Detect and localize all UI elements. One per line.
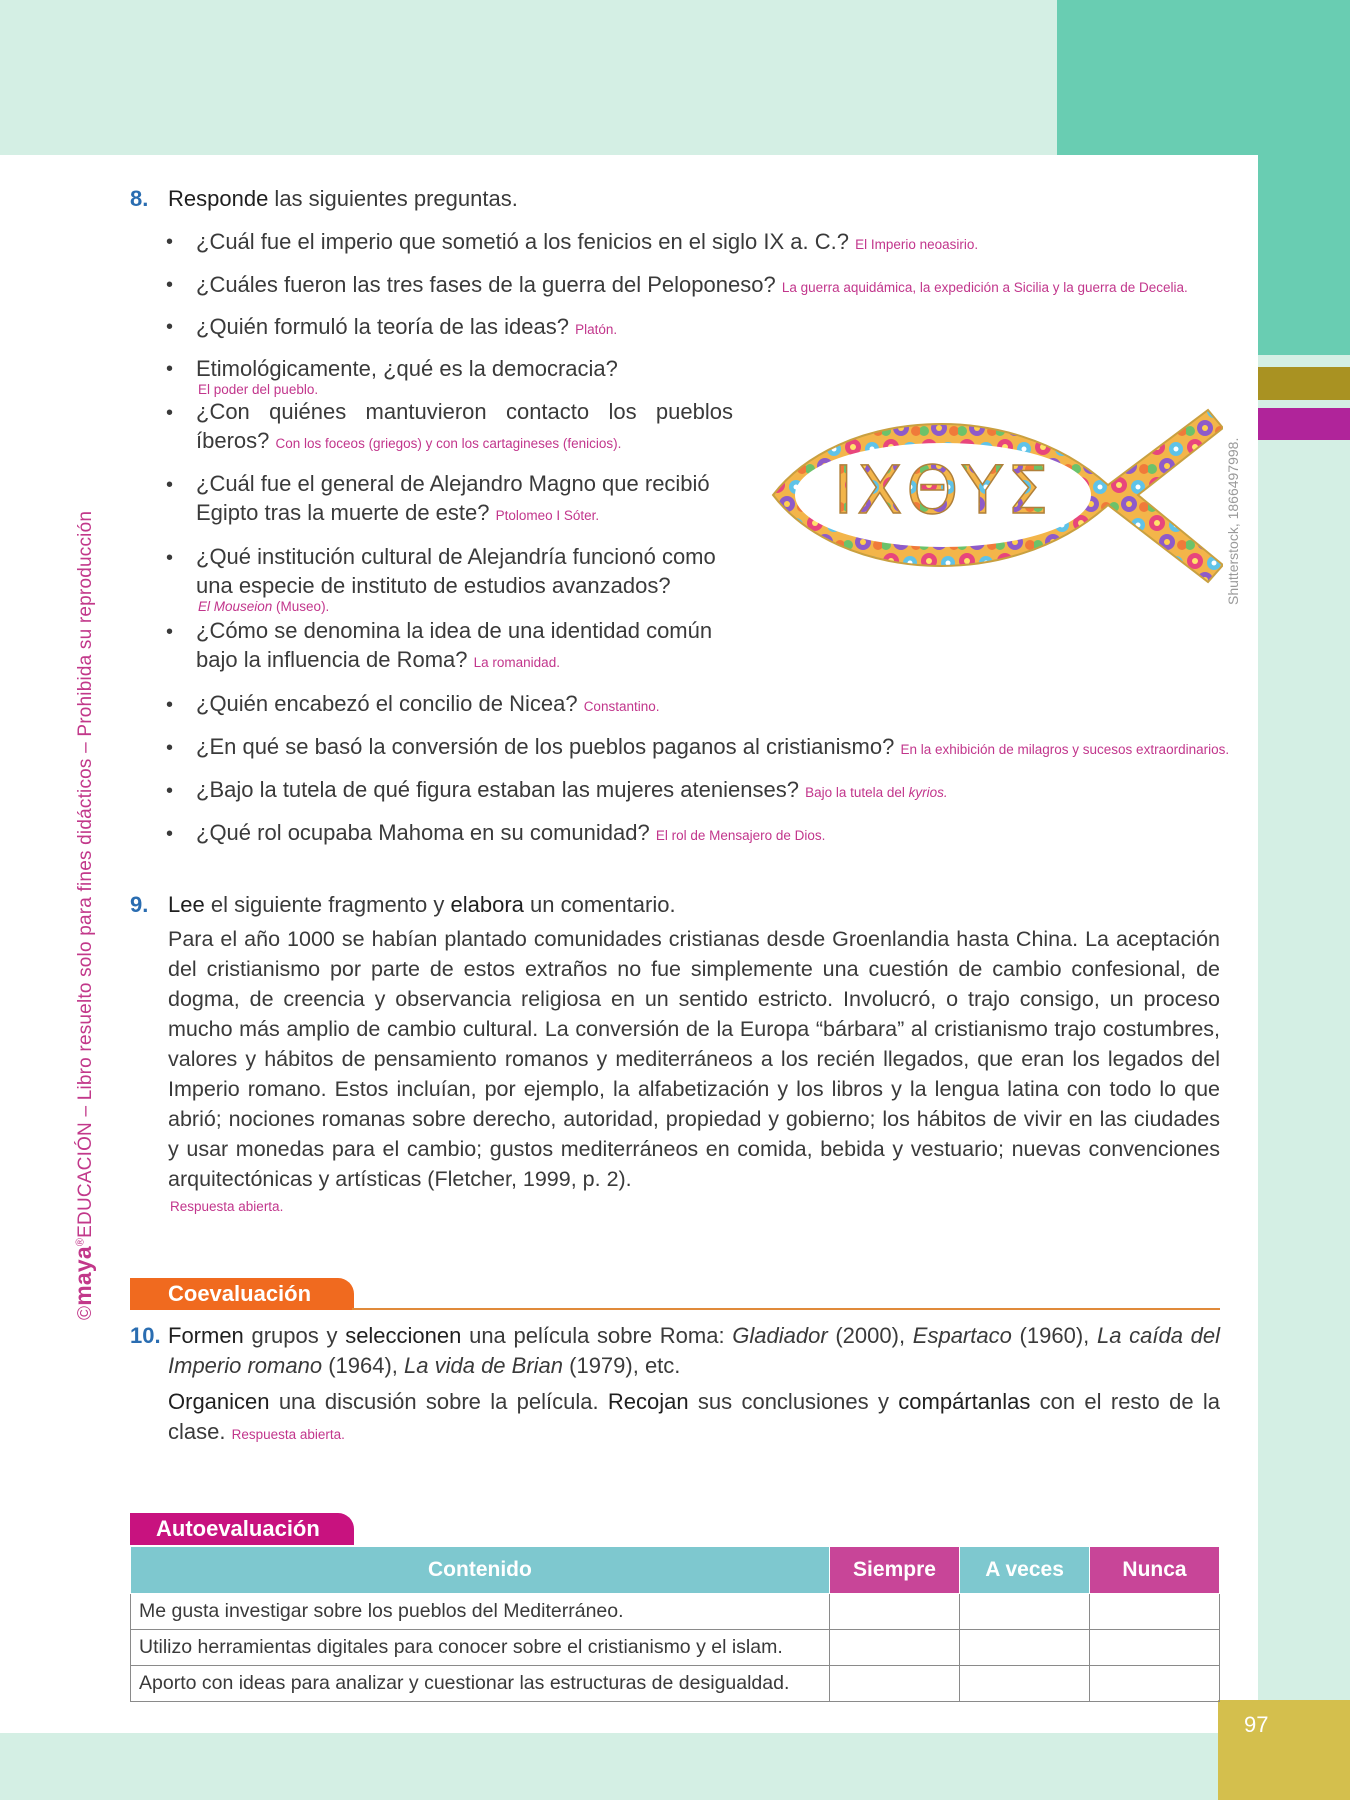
bottom-band (0, 1733, 1350, 1800)
q8-item-4 (196, 356, 618, 382)
q9-answer: Respuesta abierta. (170, 1199, 284, 1214)
ichthys-fish-illustration (768, 400, 1223, 590)
q8-item-10 (196, 734, 1229, 760)
cell-a-veces[interactable] (960, 1594, 1090, 1630)
header-a-veces: A veces (960, 1547, 1090, 1594)
copyright-symbol: © (75, 1305, 96, 1320)
side-legal-text: EDUCACIÓN – Libro resuelto solo para fines didácticos – Prohibida su reproducción (75, 510, 96, 1238)
q8-prompt (168, 186, 518, 212)
bullet: • (166, 231, 174, 253)
q10-text: (1964), (322, 1353, 405, 1378)
fish-caption: IXΘYΣ (833, 452, 1053, 529)
q10-verb-formen: Formen (168, 1323, 244, 1348)
q8-item-8-line-2 (196, 647, 560, 673)
q8-item-5-line-1: ¿Con quiénes mantuvieron contacto los pueblos (196, 399, 733, 424)
answer-text: La guerra aquidámica, la expedición a Sicilia y la guerra de Decelia. (781, 280, 1188, 295)
header-contenido: Contenido (131, 1547, 830, 1594)
q10-line-1 (168, 1323, 1220, 1349)
film-title: La caída del (1096, 1323, 1221, 1348)
q10-text: con el resto de la (1030, 1389, 1220, 1414)
page-number-box (1218, 1700, 1350, 1800)
q10-number: 10. (130, 1323, 161, 1348)
bullet: • (166, 823, 174, 845)
cell-siempre[interactable] (829, 1630, 959, 1666)
q10-text: clase. (168, 1419, 226, 1444)
question-text: ¿Quién formuló la teoría de las ideas? (196, 314, 569, 339)
cell-nunca[interactable] (1090, 1630, 1220, 1666)
answer-text: El Imperio neoasirio. (855, 237, 979, 252)
q8-prompt-rest: las siguientes preguntas. (268, 186, 518, 211)
brand-logo-text: maya (70, 1246, 96, 1306)
question-text: ¿Cuál fue el imperio que sometió a los fenicios en el siglo IX a. C.? (196, 229, 849, 254)
cell-a-veces[interactable] (960, 1630, 1090, 1666)
answer-italic: kyrios. (908, 785, 948, 800)
autoevaluacion-table (130, 1546, 1220, 1702)
film-title: Imperio romano (168, 1353, 323, 1378)
q10-verb-compartanlas: compártanlas (898, 1389, 1031, 1414)
q10-text: (1979), etc. (563, 1353, 681, 1378)
q10-line-4 (168, 1419, 345, 1445)
q9-verb-1: Lee (168, 892, 205, 917)
q10-text: una discusión sobre la película. (269, 1389, 608, 1414)
film-title: Gladiador (732, 1323, 828, 1348)
q9-number: 9. (130, 892, 149, 917)
q10-line-2 (168, 1353, 680, 1379)
q10-verb-organicen: Organicen (168, 1389, 270, 1414)
table-row (131, 1666, 1220, 1702)
olive-edge-tab (1258, 367, 1350, 400)
q9-prompt-rest: un comentario. (523, 892, 676, 917)
answer-text: Ptolomeo I Sóter. (495, 508, 600, 523)
answer-text: Platón. (575, 322, 618, 337)
cell-siempre[interactable] (829, 1666, 959, 1702)
cell-nunca[interactable] (1090, 1666, 1220, 1702)
question-text: bajo la influencia de Roma? (196, 647, 468, 672)
q8-number: 8. (130, 186, 149, 211)
bullet: • (166, 547, 174, 569)
q9-fragment-paragraph: Para el año 1000 se habían plantado comunidades cristianas desde Groenlandia hasta China. La aceptación del cristianismo por parte de estos extraños no fue simplemente una cuestión de cambio confesional, de dogma, de creencia y observancia religiosa en un sentido estricto. Involucró, o trajo consigo, un proceso mucho más amplio de cambio cultural. La conversión de la Europa “bárbara” al cristianismo trajo costumbres, valores y hábitos de pensamiento romanos y mediterráneos a los recién llegados, que eran los legados del Imperio romano. Estos incluían, por ejemplo, la alfabetización y los libros y la lengua latina con todo lo que abrió; nociones romanas sobre derecho, autoridad, propiedad y gobierno; los hábitos de vivir en las ciudades y usar monedas para el cambio; gustos mediterráneos en comida, bebida y vestuario; nuevas convenciones arquitectónicas y artísticas (Fletcher, 1999, p. 2). (168, 927, 1220, 1191)
question-text: ¿Cuáles fueron las tres fases de la guerra del Peloponeso? (196, 272, 776, 297)
cell-nunca[interactable] (1090, 1594, 1220, 1630)
cell-siempre[interactable] (829, 1594, 959, 1630)
magenta-edge-tab (1258, 408, 1350, 440)
answer-italic: El Mouseion (198, 599, 273, 614)
image-credit: Shutterstock, 1866497998. (1225, 437, 1241, 605)
bullet: • (166, 358, 174, 380)
coevaluacion-tab: Coevaluación (130, 1278, 354, 1310)
q8-item-3 (196, 314, 617, 340)
q8-item-7-line-2: una especie de instituto de estudios avanzados? (196, 573, 671, 598)
autoevaluacion-tab: Autoevaluación (130, 1513, 354, 1545)
bullet: • (166, 474, 174, 496)
q10-line-3 (168, 1389, 1220, 1415)
question-text: Egipto tras la muerte de este? (196, 500, 490, 525)
answer-text: (Museo). (272, 599, 330, 614)
q9-prompt (168, 892, 676, 918)
bullet: • (166, 316, 174, 338)
bullet: • (166, 694, 174, 716)
q8-item-12 (196, 820, 825, 846)
answer-text: Constantino. (583, 699, 660, 714)
q8-item-2 (196, 272, 1188, 298)
q8-item-1 (196, 229, 978, 255)
q8-item-11 (196, 777, 948, 803)
q8-item-5-line-2 (196, 428, 621, 454)
table-row (131, 1594, 1220, 1630)
answer-text: Con los foceos (griegos) y con los cartagineses (fenicios). (275, 436, 622, 451)
table-row (131, 1630, 1220, 1666)
q8-verb: Responde (168, 186, 269, 211)
question-text: íberos? (196, 428, 270, 453)
bullet: • (166, 402, 174, 424)
answer-text: En la exhibición de milagros y sucesos extraordinarios. (900, 742, 1230, 757)
side-copyright-text (70, 460, 102, 1320)
q10-text: (2000), (827, 1323, 913, 1348)
q8-item-8-line-1: ¿Cómo se denomina la idea de una identidad común (196, 618, 713, 643)
q10-verb-seleccionen: seleccionen (345, 1323, 462, 1348)
bullet: • (166, 737, 174, 759)
question-text: ¿En qué se basó la conversión de los pueblos paganos al cristianismo? (196, 734, 895, 759)
answer-text-main: Bajo la tutela del (805, 785, 909, 800)
bullet: • (166, 780, 174, 802)
q8-item-7-answer (198, 599, 329, 614)
answer-text: La romanidad. (473, 655, 560, 670)
header-nunca: Nunca (1090, 1547, 1220, 1594)
q8-item-6-line-2 (196, 500, 599, 526)
film-title: La vida de Brian (404, 1353, 564, 1378)
page-number: 97 (1244, 1712, 1269, 1737)
coevaluacion-rule (352, 1308, 1220, 1310)
question-text: Etimológicamente, ¿qué es la democracia? (196, 356, 618, 381)
q8-item-6-line-1: ¿Cuál fue el general de Alejandro Magno que recibió (196, 471, 710, 496)
question-text: ¿Quién encabezó el concilio de Nicea? (196, 691, 578, 716)
q10-verb-recojan: Recojan (607, 1389, 689, 1414)
q10-text: sus conclusiones y (688, 1389, 899, 1414)
row-content: Me gusta investigar sobre los pueblos del Mediterráneo. (131, 1594, 830, 1630)
q10-text: una película sobre Roma: (461, 1323, 733, 1348)
q10-text: (1960), (1011, 1323, 1097, 1348)
question-text: ¿Qué rol ocupaba Mahoma en su comunidad? (196, 820, 650, 845)
q8-item-7-line-1: ¿Qué institución cultural de Alejandría funcionó como (196, 544, 716, 569)
row-content: Utilizo herramientas digitales para conocer sobre el cristianismo y el islam. (131, 1630, 830, 1666)
film-title: Espartaco (912, 1323, 1012, 1348)
header-siempre: Siempre (829, 1547, 959, 1594)
question-text: ¿Bajo la tutela de qué figura estaban las mujeres atenienses? (196, 777, 799, 802)
q9-prompt-mid: el siguiente fragmento y (204, 892, 451, 917)
q10-answer: Respuesta abierta. (231, 1427, 345, 1442)
bullet: • (166, 274, 174, 296)
q10-text: grupos y (243, 1323, 346, 1348)
row-content: Aporto con ideas para analizar y cuestionar las estructuras de desigualdad. (131, 1666, 830, 1702)
registered-mark: ® (74, 1237, 87, 1247)
q8-item-9 (196, 691, 660, 717)
q9-verb-2: elabora (450, 892, 524, 917)
answer-text: El rol de Mensajero de Dios. (655, 828, 826, 843)
answer-text (805, 785, 948, 800)
cell-a-veces[interactable] (960, 1666, 1090, 1702)
q8-item-4-answer: El poder del pueblo. (198, 382, 319, 397)
bullet: • (166, 621, 174, 643)
